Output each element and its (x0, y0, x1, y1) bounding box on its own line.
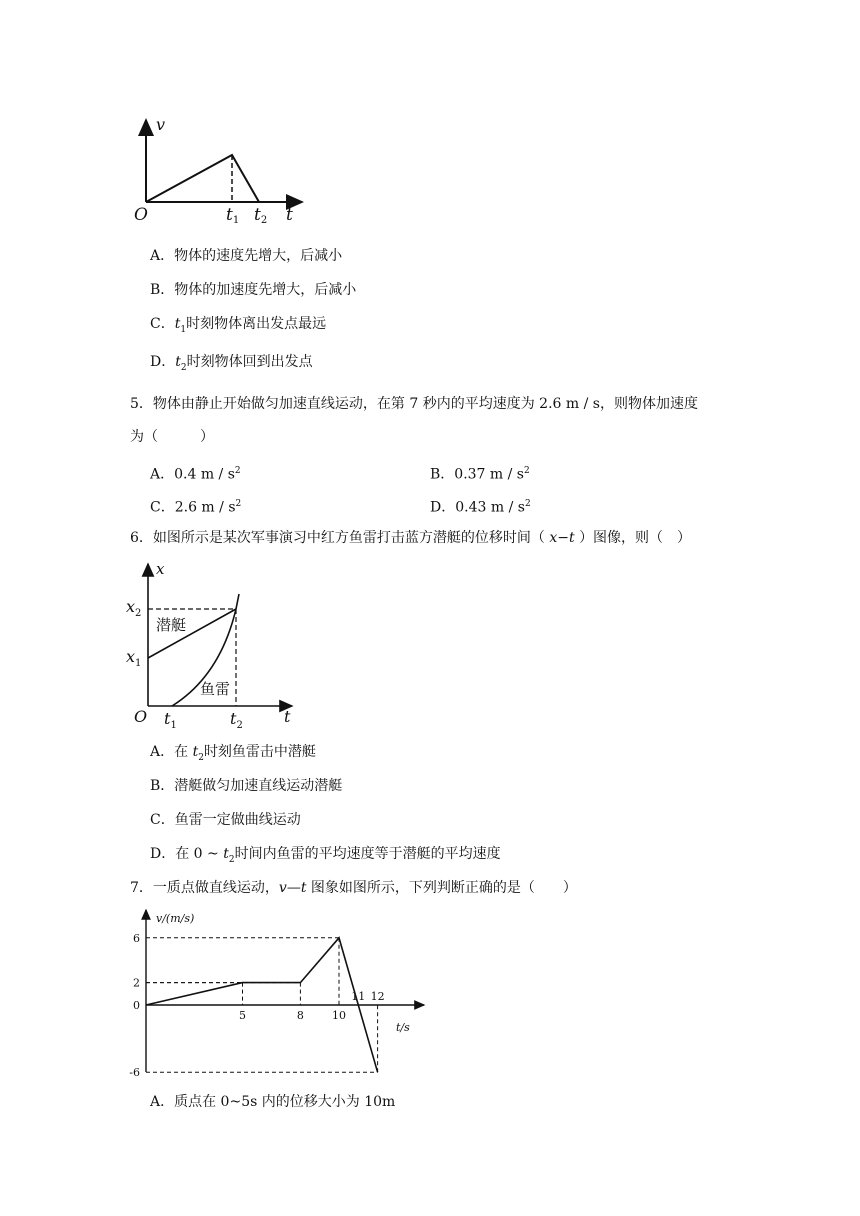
q6-option-d-sub: 2 (228, 854, 235, 865)
q6-option-d-post: 时间内鱼雷的平均速度等于潜艇的平均速度 (234, 846, 501, 862)
t-axis-label-q6: t (284, 707, 291, 726)
q6-option-a[interactable] (150, 742, 316, 768)
q5-stem-line1: 5．物体由静止开始做匀加速直线运动，在第 7 秒内的平均速度为 2.6 m / s，则物体加速度 (130, 396, 698, 412)
q4-option-a[interactable]: A．物体的速度先增大，后减小 (150, 248, 343, 264)
x1-label: $x_1$ (126, 647, 142, 669)
q6-option-a-sub: 2 (198, 752, 204, 763)
q6-stem-var: x−t (544, 530, 580, 546)
q5-option-d-text: D．0.43 m / s (430, 499, 525, 516)
q7-x-tick-label: 8 (296, 1009, 304, 1022)
q5-option-d-sup: 2 (524, 499, 531, 509)
q6-option-b[interactable]: B．潜艇做匀加速直线运动潜艇 (150, 778, 343, 794)
q6-stem (130, 528, 691, 548)
q5-option-b-text: B．0.37 m / s (430, 466, 524, 483)
t2-label: t2 (254, 205, 268, 226)
q4-option-d[interactable] (150, 352, 313, 378)
origin-label: O (134, 205, 148, 225)
q7-x-tick-label: 12 (370, 990, 385, 1003)
q6-option-a-post: 时刻鱼雷击中潜艇 (203, 744, 316, 760)
q4-option-d-var: t (175, 354, 181, 370)
q6-option-a-var: t (192, 744, 199, 760)
q7-x-tick-label: 10 (332, 1009, 346, 1022)
q5-option-a[interactable] (150, 461, 241, 485)
q5-option-b-sup: 2 (524, 466, 530, 476)
q7-stem-pre: 7．一质点做直线运动， (130, 880, 279, 896)
t-label: t (286, 205, 293, 225)
q4-option-c-var: t (174, 316, 181, 332)
q5-option-a-sup: 2 (234, 466, 241, 476)
q5-option-d[interactable] (430, 494, 531, 518)
q7-stem-post: 图象如图所示，下列判断正确的是（ ） (306, 880, 577, 896)
q5-stem-line2: 为（ ） (130, 429, 214, 445)
q4-option-d-prefix: D． (150, 354, 176, 370)
q4-option-d-text: 时刻物体回到出发点 (186, 354, 313, 370)
submarine-label: 潜艇 (156, 616, 187, 634)
q6-option-d[interactable] (150, 844, 501, 870)
q7-y-tick-label: 2 (133, 976, 140, 990)
v-label: v (156, 115, 166, 134)
q7-option-a[interactable]: A．质点在 0~5s 内的位移大小为 10m (150, 1094, 396, 1110)
q6-stem-post: ）图像，则（ ） (579, 530, 692, 546)
origin-label-q6: O (134, 707, 148, 726)
t2-label-q6: $t_2$ (230, 709, 243, 730)
q6-stem-pre: 6．如图所示是某次军事演习中红方鱼雷打击蓝方潜艇的位移时间（ (130, 530, 545, 546)
x-axis-label: x (156, 560, 165, 578)
velocity-curve (146, 155, 259, 202)
q4-option-d-sub: 2 (180, 362, 187, 373)
t1-label-q6: $t_1$ (164, 709, 177, 730)
q4-option-c[interactable] (150, 314, 326, 340)
torpedo-label: 鱼雷 (200, 680, 231, 698)
q7-x-tick-label: 5 (239, 1009, 246, 1022)
q6-option-d-pre: D．在 0 ~ (150, 846, 224, 862)
q7-stem (130, 878, 577, 898)
q7-y-tick-label: 0 (133, 999, 140, 1012)
q5-option-c[interactable] (150, 494, 241, 518)
q7-stem-var: v—t (278, 880, 307, 896)
q4-option-c-sub: 1 (180, 324, 187, 335)
x2-label: $x_2$ (126, 597, 142, 619)
q4-option-c-prefix: C． (150, 316, 175, 332)
q5-option-b[interactable] (430, 461, 530, 485)
t1-label: t1 (226, 205, 240, 226)
q4-option-b[interactable]: B．物体的加速度先增大，后减小 (150, 282, 357, 298)
q5-option-c-text: C．2.6 m / s (150, 499, 236, 516)
q6-option-c[interactable]: C．鱼雷一定做曲线运动 (150, 812, 301, 828)
q7-y-tick-label: 6 (133, 931, 140, 945)
q7-y-tick-label: -6 (129, 1066, 140, 1080)
q5-option-a-text: A．0.4 m / s (150, 466, 235, 483)
vt-figure-q4 (128, 112, 318, 228)
xt-figure-q6 (124, 558, 314, 730)
q7-x-axis-label: t/s (396, 1021, 410, 1034)
q6-option-a-pre: A．在 (150, 744, 193, 760)
q4-option-c-text: 时刻物体离出发点最远 (186, 316, 327, 332)
vt-chart-q7 (124, 904, 434, 1080)
q6-option-d-var: t (223, 846, 229, 862)
q7-x-tick-label: 11 (351, 990, 366, 1003)
q5-option-c-sup: 2 (235, 499, 242, 509)
q7-y-axis-label: v/(m/s) (156, 912, 195, 925)
